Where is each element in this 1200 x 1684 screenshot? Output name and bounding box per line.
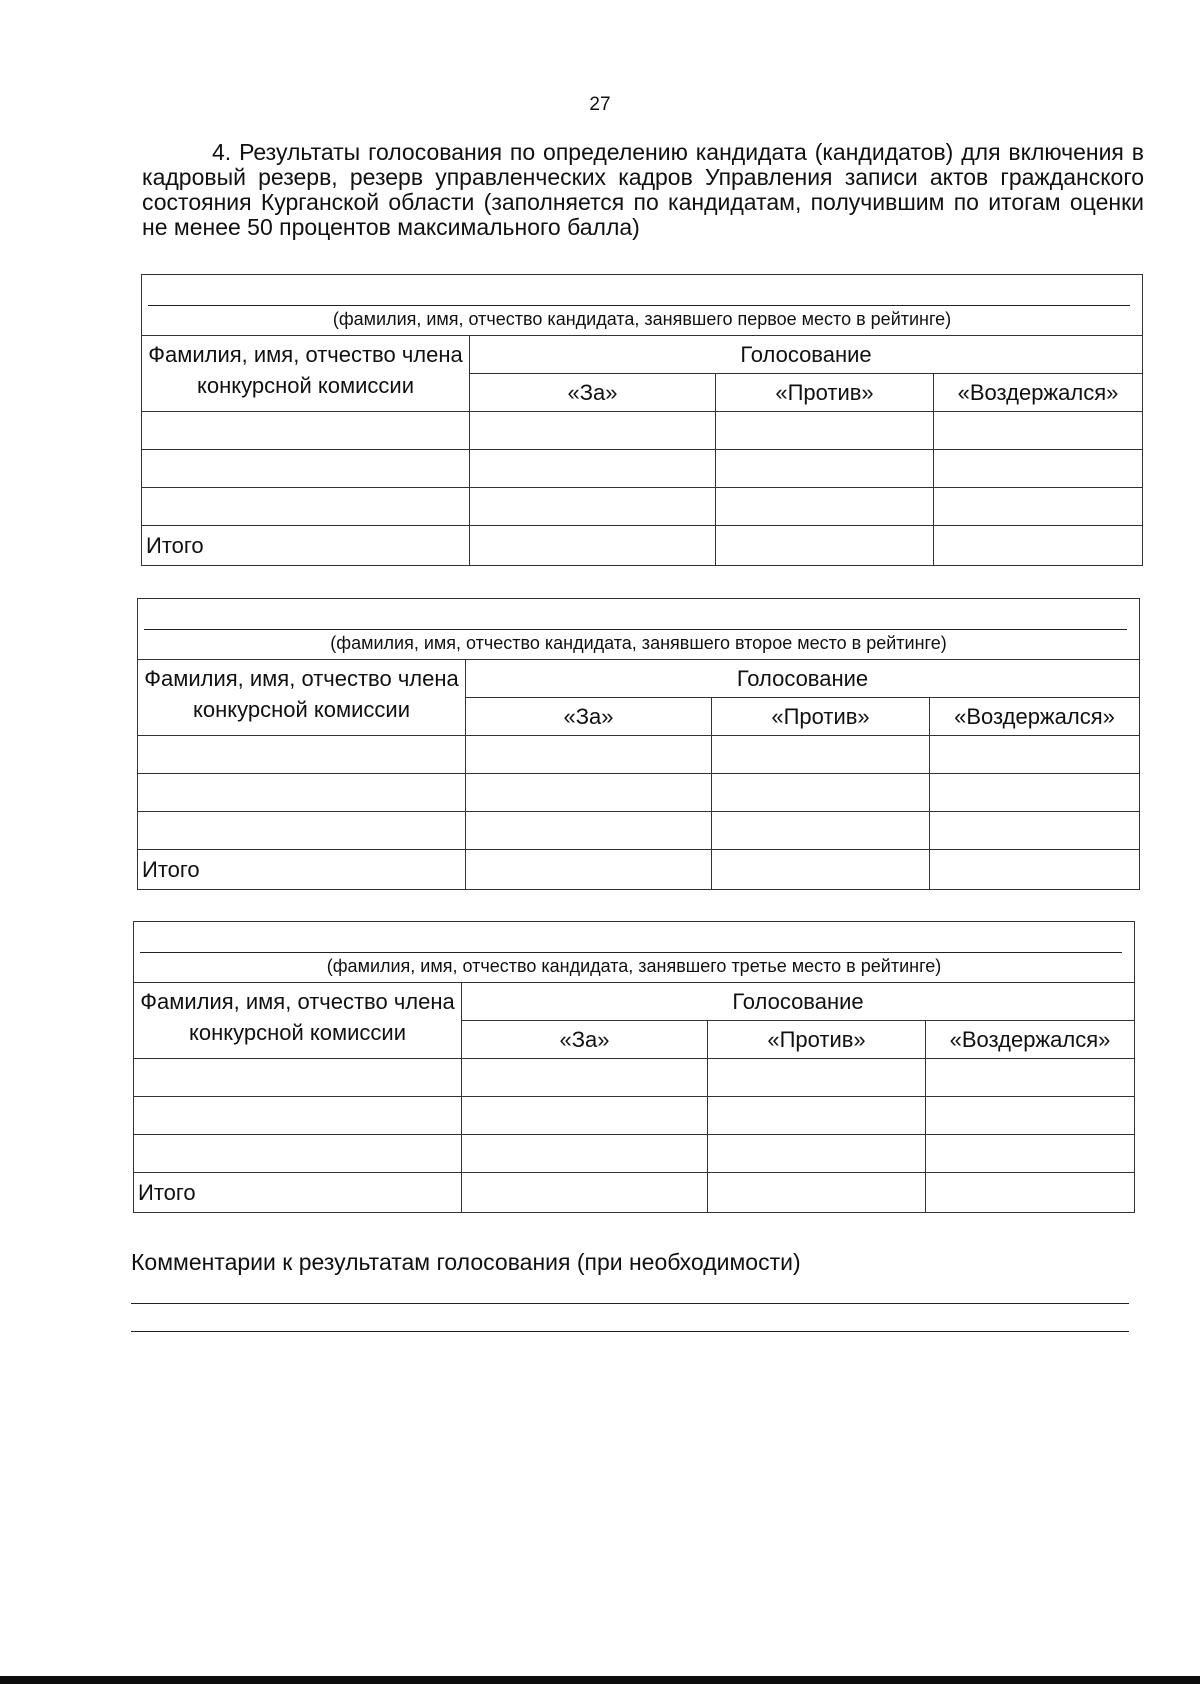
option-against-header: «Против» — [716, 374, 934, 412]
against-cell[interactable] — [712, 774, 930, 812]
member-cell[interactable] — [134, 1097, 462, 1135]
for-cell[interactable] — [462, 1059, 708, 1097]
table-row — [142, 412, 1143, 450]
candidate-caption: (фамилия, имя, отчество кандидата, занявшего первое место в рейтинге) — [332, 309, 952, 329]
for-cell[interactable] — [462, 1135, 708, 1173]
total-against-cell[interactable] — [712, 850, 930, 890]
candidate-name-field[interactable] — [142, 275, 1143, 336]
for-cell[interactable] — [470, 412, 716, 450]
option-for-header: «За» — [462, 1021, 708, 1059]
for-cell[interactable] — [470, 450, 716, 488]
option-against-header: «Против» — [712, 698, 930, 736]
total-against-cell[interactable] — [716, 526, 934, 566]
total-abstained-cell[interactable] — [934, 526, 1143, 566]
abstained-cell[interactable] — [934, 412, 1143, 450]
candidate-name-field[interactable] — [138, 599, 1140, 660]
against-cell[interactable] — [708, 1097, 926, 1135]
page-number: 27 — [589, 94, 611, 115]
total-against-cell[interactable] — [708, 1173, 926, 1213]
total-row — [142, 526, 1143, 566]
candidate-name-line — [140, 952, 1122, 953]
member-cell[interactable] — [138, 812, 466, 850]
voting-column-header: Голосование — [462, 983, 1135, 1021]
table-row — [138, 774, 1140, 812]
against-cell[interactable] — [708, 1135, 926, 1173]
table-row — [134, 1059, 1135, 1097]
member-cell[interactable] — [142, 412, 470, 450]
candidate-name-field[interactable] — [134, 922, 1135, 983]
for-cell[interactable] — [470, 488, 716, 526]
abstained-cell[interactable] — [934, 450, 1143, 488]
voting-table-first-place — [141, 274, 1143, 566]
against-cell[interactable] — [716, 450, 934, 488]
voting-column-header: Голосование — [466, 660, 1140, 698]
for-cell[interactable] — [466, 774, 712, 812]
member-cell[interactable] — [138, 774, 466, 812]
candidate-name-line — [144, 629, 1127, 630]
member-cell[interactable] — [134, 1059, 462, 1097]
abstained-cell[interactable] — [930, 736, 1140, 774]
comments-label: Комментарии к результатам голосования (при необходимости) — [131, 1249, 801, 1275]
member-column-header: Фамилия, имя, отчество члена конкурсной комиссии — [142, 336, 470, 412]
option-for-header: «За» — [470, 374, 716, 412]
comments-line-1[interactable] — [131, 1303, 1129, 1304]
total-label: Итого — [138, 850, 466, 890]
total-abstained-cell[interactable] — [930, 850, 1140, 890]
for-cell[interactable] — [466, 812, 712, 850]
option-abstained-header: «Воздержался» — [934, 374, 1143, 412]
table-row — [142, 488, 1143, 526]
member-column-header: Фамилия, имя, отчество члена конкурсной комиссии — [138, 660, 466, 736]
option-abstained-header: «Воздержался» — [926, 1021, 1135, 1059]
section-intro: 4. Результаты голосования по определению кандидата (кандидатов) для включения в кадровый резерв, резерв управленческих кадров Управления записи актов гражданского состояния Курганской области (заполняется по кандидатам, получившим по итогам оценки не менее 50 процентов максимального балла) — [142, 139, 1144, 240]
total-abstained-cell[interactable] — [926, 1173, 1135, 1213]
voting-column-header: Голосование — [470, 336, 1143, 374]
candidate-caption: (фамилия, имя, отчество кандидата, занявшего второе место в рейтинге) — [330, 633, 947, 653]
voting-table-third-place — [133, 921, 1135, 1213]
total-for-cell[interactable] — [462, 1173, 708, 1213]
candidate-name-line — [148, 305, 1130, 306]
for-cell[interactable] — [466, 736, 712, 774]
option-for-header: «За» — [466, 698, 712, 736]
against-cell[interactable] — [712, 736, 930, 774]
table-row — [138, 736, 1140, 774]
abstained-cell[interactable] — [926, 1059, 1135, 1097]
table-row — [138, 812, 1140, 850]
total-label: Итого — [142, 526, 470, 566]
table-row — [134, 1135, 1135, 1173]
option-against-header: «Против» — [708, 1021, 926, 1059]
member-cell[interactable] — [142, 488, 470, 526]
scan-edge-bar — [0, 1676, 1200, 1684]
total-for-cell[interactable] — [470, 526, 716, 566]
total-row — [138, 850, 1140, 890]
against-cell[interactable] — [716, 412, 934, 450]
abstained-cell[interactable] — [930, 812, 1140, 850]
abstained-cell[interactable] — [926, 1097, 1135, 1135]
total-label: Итого — [134, 1173, 462, 1213]
member-cell[interactable] — [142, 450, 470, 488]
total-row — [134, 1173, 1135, 1213]
against-cell[interactable] — [712, 812, 930, 850]
against-cell[interactable] — [708, 1059, 926, 1097]
for-cell[interactable] — [462, 1097, 708, 1135]
abstained-cell[interactable] — [926, 1135, 1135, 1173]
comments-line-2[interactable] — [131, 1331, 1129, 1332]
abstained-cell[interactable] — [930, 774, 1140, 812]
member-column-header: Фамилия, имя, отчество члена конкурсной комиссии — [134, 983, 462, 1059]
abstained-cell[interactable] — [934, 488, 1143, 526]
table-row — [142, 450, 1143, 488]
against-cell[interactable] — [716, 488, 934, 526]
option-abstained-header: «Воздержался» — [930, 698, 1140, 736]
member-cell[interactable] — [134, 1135, 462, 1173]
candidate-caption: (фамилия, имя, отчество кандидата, занявшего третье место в рейтинге) — [326, 956, 942, 976]
table-row — [134, 1097, 1135, 1135]
member-cell[interactable] — [138, 736, 466, 774]
voting-table-second-place — [137, 598, 1140, 890]
total-for-cell[interactable] — [466, 850, 712, 890]
